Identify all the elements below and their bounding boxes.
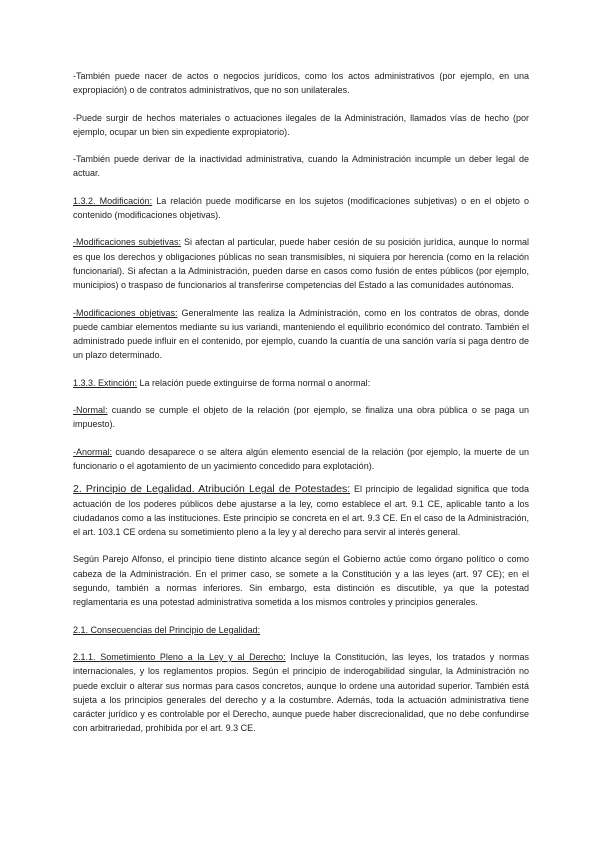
section-text: Incluye la Constitución, las leyes, los tratados y normas internacionales, y los reglamentos propios. Según el principio de inderogabilidad singular, la Administración no puede excluir o alterar sus normas para casos concretos, aunque lo ordene una autoridad superior. También está sujeta a los principios generales del derecho y a la costumbre. Además, toda la actuación administrativa tiene carácter jurídico y es controlable por el Derecho, aunque puede haber discrecionalidad, que no debe confundirse con arbitrariedad, prohibida por el art. 9.3 CE. [73, 651, 529, 734]
paragraph-text: cuando se cumple el objeto de la relación (por ejemplo, se finaliza una obra pública o se paga un impuesto). [73, 405, 529, 430]
section-1-3-3 [73, 376, 529, 390]
paragraph-text: cuando desaparece o se altera algún elemento esencial de la relación (por ejemplo, la muerte de un funcionario o el agotamiento de un yacimiento concedido para explotación). [73, 446, 529, 471]
paragraph-heading: -Modificaciones subjetivas: [73, 237, 182, 248]
paragraph-heading: -Anormal: [73, 446, 113, 457]
paragraph-extincion-normal [73, 403, 529, 432]
section-1-3-2 [73, 194, 529, 223]
section-heading: 1.3.2. Modificación: [73, 195, 153, 206]
section-heading: 2.1. Consecuencias del Principio de Legalidad: [73, 624, 261, 635]
paragraph-hechos-materiales [73, 111, 529, 140]
section-text: La relación puede extinguirse de forma normal o anormal: [137, 377, 371, 388]
paragraph-text: Generalmente las realiza la Administración, como en los contratos de obras, donde puede cambiar elementos mediante su ius variandi, manteniendo el equilibrio económico del contrato. También el administrado puede influir en el contenido, por ejemplo, cuando la cuantía de una sanción varía si paga dentro de un plazo determinado. [73, 307, 529, 361]
paragraph-text: Según Parejo Alfonso, el principio tiene distinto alcance según el Gobierno actúe como órgano político o como cabeza de la Administración. En el primer caso, se somete a la Constitución y a las leyes (art. 97 CE); en el segundo, también a normas inferiores. Sin embargo, esta distinción es discutible, ya que la potestad reglamentaria es una potestad administrativa sometida a los mismos controles y principios generales. [73, 554, 529, 608]
section-heading: 1.3.3. Extinción: [73, 377, 138, 388]
paragraph-inactividad [73, 152, 529, 181]
paragraph-extincion-anormal [73, 445, 529, 474]
paragraph-actos-juridicos [73, 69, 529, 98]
section-text: La relación puede modificarse en los sujetos (modificaciones subjetivas) o en el objeto o contenido (modificaciones objetivas). [73, 195, 529, 221]
section-2-1 [73, 623, 529, 637]
document-body [73, 69, 529, 749]
paragraph-text: -También puede derivar de la inactividad administrativa, cuando la Administración incumple un deber legal de actuar. [73, 154, 529, 179]
section-heading: 2. Principio de Legalidad. Atribución Legal de Potestades: [73, 483, 351, 496]
paragraph-modificaciones-subjetivas [73, 235, 529, 292]
section-heading: 2.1.1. Sometimiento Pleno a la Ley y al Derecho: [73, 651, 286, 662]
section-2-1-1 [73, 650, 529, 736]
paragraph-text: Si afectan al particular, puede haber cesión de su posición jurídica, aunque lo normal es que los derechos y obligaciones públicas no sean transmisibles, ni siquiera por herencia (como en la relación funcionarial). Si afectan a la Administración, pueden darse en casos como fusión de entes públicos (por ejemplo, municipios) o traspaso de funcionarios al transferirse competencias del Estado a las comunidades autónomas. [73, 237, 529, 291]
section-text: El principio de legalidad significa que toda actuación de los poderes públicos debe ajustarse a la ley, como establece el art. 9.1 CE, aplicable tanto a los ciudadanos como a las instituciones. Este principio se concreta en el art. 9.3 CE. En el caso de la Administración, el art. 103.1 CE ordena su sometimiento pleno a la ley y al derecho para servir al interés general. [73, 484, 529, 538]
section-2-principio-legalidad [73, 482, 529, 539]
paragraph-modificaciones-objetivas [73, 306, 529, 363]
paragraph-heading: -Modificaciones objetivas: [73, 307, 178, 318]
paragraph-parejo-alfonso [73, 552, 529, 609]
paragraph-heading: -Normal: [73, 405, 108, 416]
paragraph-text: -También puede nacer de actos o negocios jurídicos, como los actos administrativos (por ejemplo, en una expropiación) o de contratos administrativos, que no son unilaterales. [73, 71, 529, 96]
paragraph-text: -Puede surgir de hechos materiales o actuaciones ilegales de la Administración, llamados vías de hecho (por ejemplo, ocupar un bien sin expediente expropiatorio). [73, 112, 529, 137]
